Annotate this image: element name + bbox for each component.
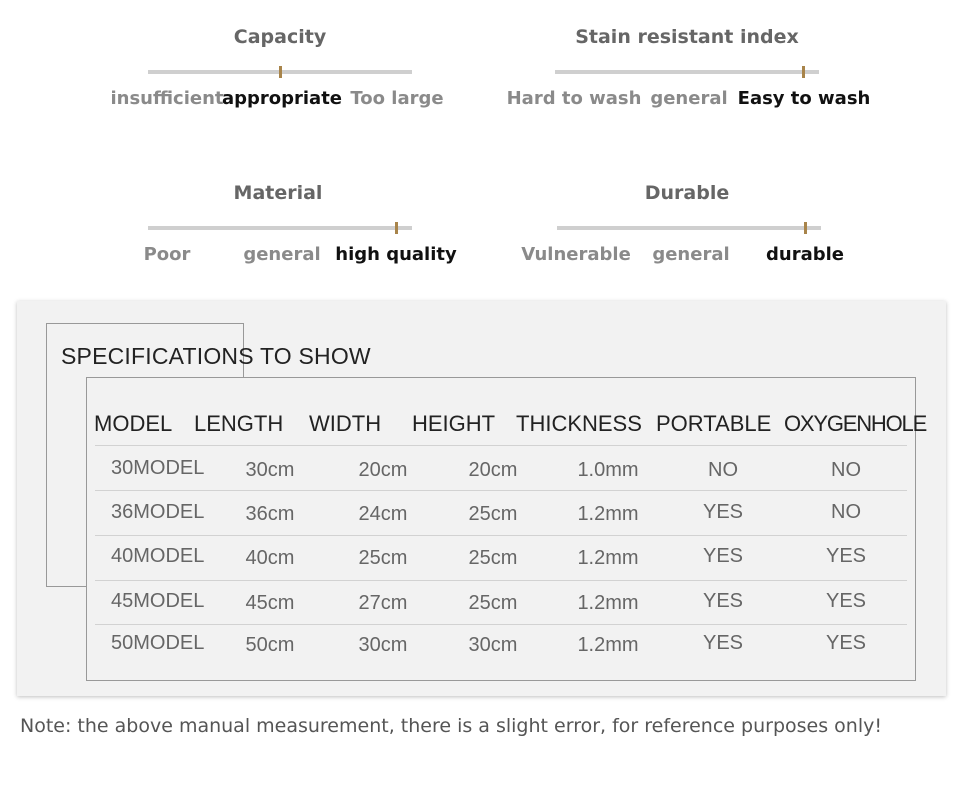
- cell-model: 40MODEL: [111, 545, 205, 567]
- column-header-length: LENGTH: [194, 411, 284, 436]
- cell-width: 20cm: [358, 459, 408, 481]
- rating-label: general: [243, 244, 321, 265]
- cell-height: 25cm: [468, 592, 518, 614]
- rating-label: high quality: [335, 244, 457, 265]
- cell-oxygenhole: YES: [825, 545, 867, 567]
- specifications-panel: [17, 301, 946, 696]
- rating-label: Poor: [143, 244, 191, 265]
- column-header-thickness: THICKNESS: [516, 411, 642, 436]
- cell-model: 36MODEL: [111, 501, 205, 523]
- cell-model: 50MODEL: [111, 632, 205, 654]
- cell-length: 30cm: [245, 459, 295, 481]
- rating-label: durable: [766, 244, 844, 265]
- cell-oxygenhole: YES: [825, 632, 867, 654]
- rating-title: Capacity: [233, 26, 327, 48]
- cell-thickness: 1.2mm: [577, 634, 639, 656]
- cell-length: 36cm: [245, 503, 295, 525]
- cell-thickness: 1.2mm: [577, 503, 639, 525]
- rating-marker: [279, 66, 282, 78]
- rating-title: Material: [233, 182, 323, 204]
- specifications-table: [86, 377, 927, 681]
- cell-width: 27cm: [358, 592, 408, 614]
- rating-label: general: [652, 244, 730, 265]
- cell-length: 50cm: [245, 634, 295, 656]
- rating-track: [555, 70, 819, 74]
- rating-label: insufficient: [110, 88, 224, 109]
- specifications-title: SPECIFICATIONS TO SHOW: [61, 343, 371, 369]
- cell-height: 25cm: [468, 503, 518, 525]
- rating-track: [148, 70, 412, 74]
- column-header-model: MODEL: [94, 411, 173, 436]
- cell-model: 30MODEL: [111, 457, 205, 479]
- column-header-height: HEIGHT: [412, 411, 496, 436]
- rating-title: Stain resistant index: [575, 26, 799, 48]
- rating-track: [557, 226, 821, 230]
- cell-height: 20cm: [468, 459, 518, 481]
- measurement-note: Note: the above manual measurement, there is a slight error, for reference purposes only!: [20, 715, 882, 737]
- cell-thickness: 1.2mm: [577, 592, 639, 614]
- row-divider: [95, 580, 907, 581]
- rating-label: general: [650, 88, 728, 109]
- rating-label: appropriate: [221, 88, 343, 109]
- cell-thickness: 1.0mm: [577, 459, 639, 481]
- cell-portable: YES: [702, 632, 744, 654]
- row-divider: [95, 624, 907, 625]
- cell-portable: YES: [702, 545, 744, 567]
- cell-portable: YES: [702, 501, 744, 523]
- cell-portable: NO: [708, 459, 738, 481]
- rating-track: [148, 226, 412, 230]
- cell-width: 24cm: [358, 503, 408, 525]
- cell-height: 25cm: [468, 547, 518, 569]
- cell-model: 45MODEL: [111, 590, 205, 612]
- rating-marker: [395, 222, 398, 234]
- row-divider: [95, 535, 907, 536]
- rating-label: Easy to wash: [737, 88, 871, 109]
- cell-portable: YES: [702, 590, 744, 612]
- row-divider: [95, 490, 907, 491]
- cell-oxygenhole: NO: [831, 459, 861, 481]
- cell-oxygenhole: NO: [831, 501, 861, 523]
- rating-marker: [804, 222, 807, 234]
- cell-width: 30cm: [358, 634, 408, 656]
- row-divider: [95, 445, 907, 446]
- column-header-portable: PORTABLE: [656, 411, 772, 436]
- rating-marker: [802, 66, 805, 78]
- rating-title: Durable: [644, 182, 730, 204]
- rating-label: Too large: [350, 88, 444, 109]
- cell-length: 45cm: [245, 592, 295, 614]
- cell-thickness: 1.2mm: [577, 547, 639, 569]
- cell-oxygenhole: YES: [825, 590, 867, 612]
- rating-label: Hard to wash: [506, 88, 642, 109]
- cell-length: 40cm: [245, 547, 295, 569]
- cell-width: 25cm: [358, 547, 408, 569]
- column-header-oxygenhole: OXYGENHOLE: [784, 411, 927, 436]
- column-header-width: WIDTH: [309, 411, 382, 436]
- cell-height: 30cm: [468, 634, 518, 656]
- rating-label: Vulnerable: [521, 244, 631, 265]
